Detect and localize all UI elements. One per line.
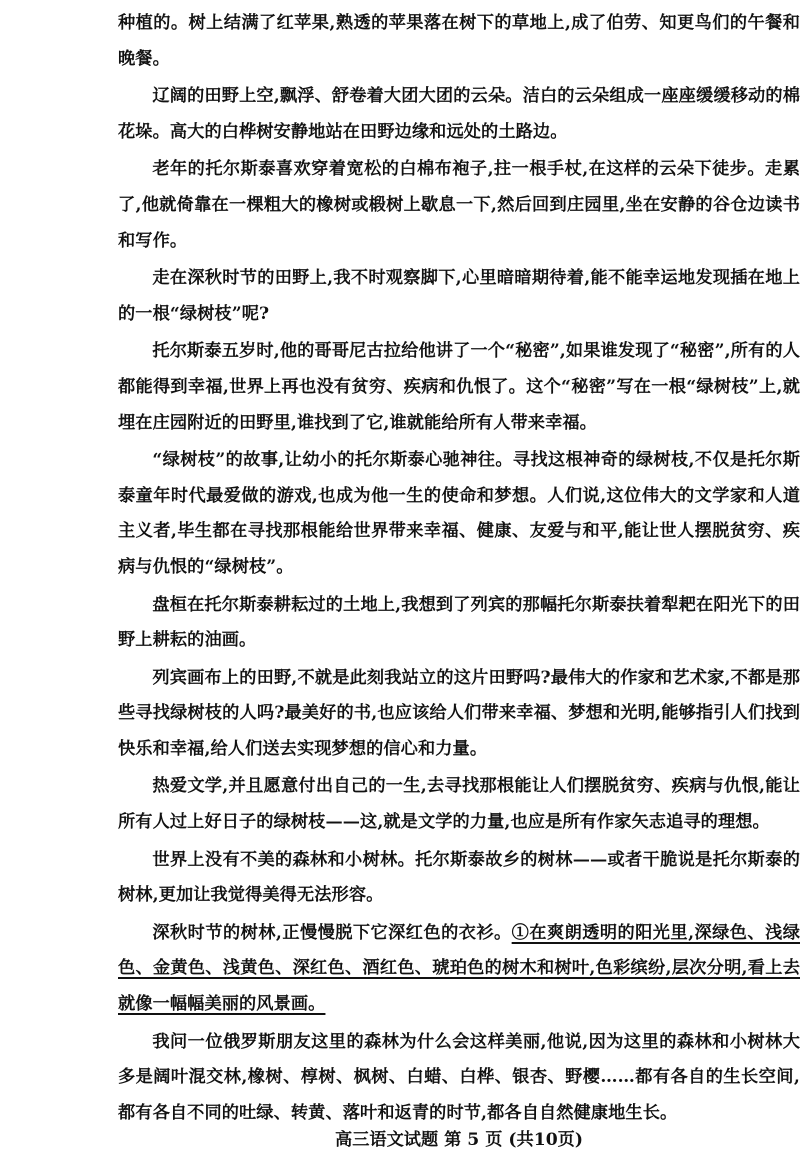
paragraph-clouds: 辽阔的田野上空,飘浮、舒卷着大团大团的云朵。洁白的云朵组成一座座缓缓移动的棉花垛。高大的白桦树安静地站在田野边缘和远处的土路边。 [118,86,800,142]
paragraph-tolstoy-walking: 老年的托尔斯泰喜欢穿着宽松的白棉布袍子,拄一根手杖,在这样的云朵下徒步。走累了,他就倚靠在一棵粗大的橡树或椴树上歇息一下,然后回到庄园里,坐在安静的谷仓边读书和写作。 [118,159,800,251]
paragraph-looking-for-branch: 走在深秋时节的田野上,我不时观察脚下,心里暗暗期待着,能不能幸运地发现插在地上的一根“绿树枝”呢? [118,268,800,324]
paragraph-power-of-literature: 热爱文学,并且愿意付出自己的一生,去寻找那根能让人们摆脱贫穷、疾病与仇恨,能让所有人过上好日子的绿树枝——这,就是文学的力量,也应是所有作家矢志追寻的理想。 [118,776,800,833]
paragraph-repin-painting: 盘桓在托尔斯泰耕耘过的土地上,我想到了列宾的那幅托尔斯泰扶着犁耙在阳光下的田野上耕耘的油画。 [118,594,800,651]
paragraph-green-branch-story: “绿树枝”的故事,让幼小的托尔斯泰心驰神往。寻找这根神奇的绿树枝,不仅是托尔斯泰童年时代最爱做的游戏,也成为他一生的使命和梦想。人们说,这位伟大的文学家和人道主义者,毕生都在寻找那根能给世界带来幸福、健康、友爱与和平,能让世人摆脱贫穷、疾病与仇恨的“绿树枝”。 [118,450,800,577]
paragraph-great-writers: 列宾画布上的田野,不就是此刻我站立的这片田野吗?最伟大的作家和艺术家,不都是那些寻找绿树枝的人吗?最美好的书,也应该给人们带来幸福、梦想和光明,能够指引人们找到快乐和幸福,给人们送去实现梦想的信心和力量。 [118,667,800,759]
paragraph-autumn-woods [118,916,800,1023]
article-body [118,6,800,1133]
paragraph-secret: 托尔斯泰五岁时,他的哥哥尼古拉给他讲了一个“秘密”,如果谁发现了“秘密”,所有的人都能得到幸福,世界上再也没有贫穷、疾病和仇恨了。这个“秘密”写在一根“绿树枝”上,就埋在庄园附近的田野里,谁找到了它,谁就能给所有人带来幸福。 [118,341,800,433]
page-footer: 高三语文试题 第 5 页 (共10页) [335,1130,583,1150]
paragraph-apple-trees: 种植的。树上结满了红苹果,熟透的苹果落在树下的草地上,成了伯劳、知更鸟们的午餐和晚餐。 [118,13,800,69]
autumn-woods-text: 深秋时节的树林,正慢慢脱下它深红色的衣衫。 [152,922,512,943]
paragraph-mixed-forest: 我问一位俄罗斯朋友这里的森林为什么会这样美丽,他说,因为这里的森林和小树林大多是阔叶混交林,橡树、椁树、枫树、白蜡、白桦、银杏、野樱……都有各自的生长空间,都有各自不同的吐绿、转黄、落叶和返青的时节,都各自自然健康地生长。 [118,1031,800,1123]
underlined-sentence-1: ①在爽朗透明的阳光里,深绿色、浅绿色、金黄色、浅黄色、深红色、酒红色、琥珀色的树木和树叶,色彩缤纷,层次分明,看上去就像一幅幅美丽的风景画。 [118,922,800,1015]
exam-page [118,0,800,1168]
paragraph-forests: 世界上没有不美的森林和小树林。托尔斯泰故乡的树林——或者干脆说是托尔斯泰的树林,更加让我觉得美得无法形容。 [118,849,800,906]
